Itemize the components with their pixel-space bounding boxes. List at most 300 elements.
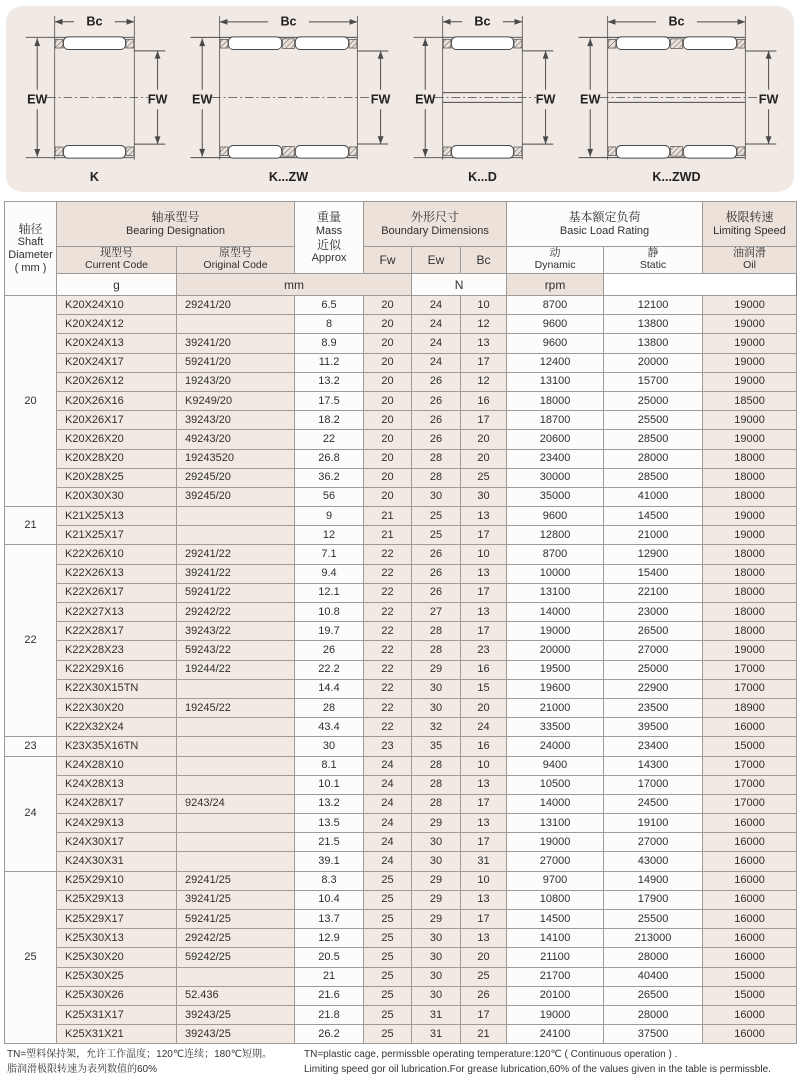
bearing-diagram-kzw	[177, 8, 400, 187]
mass-cell: 22.2	[295, 660, 364, 679]
current-code-cell: K24X29X13	[57, 814, 177, 833]
fw-cell: 20	[364, 334, 412, 353]
oil-speed-cell: 19000	[703, 296, 797, 315]
fw-cell: 25	[364, 1025, 412, 1044]
current-code-cell: K22X28X17	[57, 622, 177, 641]
fw-cell: 20	[364, 315, 412, 334]
table-row	[5, 890, 797, 909]
original-code-cell: 59241/20	[177, 353, 295, 372]
original-code-cell	[177, 967, 295, 986]
original-code-cell: 49243/20	[177, 430, 295, 449]
mass-cell: 18.2	[295, 411, 364, 430]
bc-cell: 13	[461, 507, 507, 526]
bearing-diagram-kzwd	[565, 8, 788, 187]
table-row	[5, 756, 797, 775]
table-row	[5, 430, 797, 449]
fw-cell: 22	[364, 564, 412, 583]
dynamic-load-cell: 21700	[507, 967, 604, 986]
shaft-header-en1: Shaft	[17, 236, 44, 249]
ew-cell: 30	[412, 929, 461, 948]
dynamic-load-cell: 21000	[507, 698, 604, 717]
original-code-cell	[177, 756, 295, 775]
table-row	[5, 449, 797, 468]
table-row	[5, 1025, 797, 1044]
bearing-cross-section-kd	[400, 8, 565, 187]
oil-speed-cell: 18000	[703, 603, 797, 622]
current-code-cell: K22X26X17	[57, 583, 177, 602]
ew-cell: 30	[412, 967, 461, 986]
static-load-cell: 25500	[604, 910, 703, 929]
fw-cell: 20	[364, 468, 412, 487]
col-header-mass	[295, 202, 364, 274]
shaft-diameter-cell: 22	[5, 545, 57, 737]
ew-cell: 29	[412, 910, 461, 929]
current-code-cell: K25X30X13	[57, 929, 177, 948]
static-load-cell: 22900	[604, 679, 703, 698]
table-row	[5, 603, 797, 622]
dim-label-ew: EW	[192, 92, 213, 107]
ew-cell: 26	[412, 564, 461, 583]
bc-cell: 17	[461, 1005, 507, 1024]
bc-cell: 17	[461, 583, 507, 602]
bc-cell: 20	[461, 698, 507, 717]
oil-header-cn: 油润滑	[733, 247, 767, 260]
oil-speed-cell: 18500	[703, 391, 797, 410]
mass-cell: 19.7	[295, 622, 364, 641]
current-code-cell: K22X30X20	[57, 698, 177, 717]
original-code-cell	[177, 507, 295, 526]
ew-cell: 30	[412, 986, 461, 1005]
static-load-cell: 26500	[604, 986, 703, 1005]
oil-speed-cell: 16000	[703, 1005, 797, 1024]
bearing-spec-table	[4, 201, 797, 1044]
static-load-cell: 28000	[604, 1005, 703, 1024]
dynamic-load-cell: 13100	[507, 814, 604, 833]
fw-cell: 20	[364, 449, 412, 468]
table-row	[5, 315, 797, 334]
table-row	[5, 487, 797, 506]
col-header-static	[604, 247, 703, 274]
oil-speed-cell: 18000	[703, 564, 797, 583]
original-code-cell	[177, 833, 295, 852]
fw-cell: 24	[364, 814, 412, 833]
static-load-cell: 13800	[604, 315, 703, 334]
shaft-diameter-cell: 20	[5, 296, 57, 507]
static-load-cell: 20000	[604, 353, 703, 372]
shaft-header-cn: 轴径	[18, 221, 43, 236]
bc-cell: 17	[461, 910, 507, 929]
bc-cell: 17	[461, 794, 507, 813]
table-row	[5, 794, 797, 813]
fw-cell: 22	[364, 718, 412, 737]
original-code-cell	[177, 775, 295, 794]
bc-cell: 25	[461, 967, 507, 986]
shaft-diameter-cell: 23	[5, 737, 57, 756]
mass-cell: 13.2	[295, 372, 364, 391]
original-code-cell: 19244/22	[177, 660, 295, 679]
fw-cell: 22	[364, 583, 412, 602]
table-row	[5, 986, 797, 1005]
fw-cell: 21	[364, 526, 412, 545]
original-code-cell: 29241/22	[177, 545, 295, 564]
mass-cell: 7.1	[295, 545, 364, 564]
dynamic-load-cell: 9600	[507, 507, 604, 526]
current-code-header-en: Current Code	[84, 259, 149, 271]
oil-speed-cell: 15000	[703, 967, 797, 986]
current-code-cell: K20X30X30	[57, 487, 177, 506]
current-code-cell: K24X30X17	[57, 833, 177, 852]
original-code-cell	[177, 718, 295, 737]
static-load-cell: 26500	[604, 622, 703, 641]
original-code-cell	[177, 315, 295, 334]
oil-speed-cell: 19000	[703, 641, 797, 660]
ew-cell: 26	[412, 545, 461, 564]
mass-cell: 22	[295, 430, 364, 449]
oil-speed-cell: 16000	[703, 1025, 797, 1044]
fw-cell: 25	[364, 929, 412, 948]
mass-cell: 8	[295, 315, 364, 334]
mass-cell: 21.5	[295, 833, 364, 852]
current-code-cell: K22X27X13	[57, 603, 177, 622]
static-load-cell: 15700	[604, 372, 703, 391]
ew-cell: 26	[412, 430, 461, 449]
current-code-cell: K20X28X25	[57, 468, 177, 487]
table-row	[5, 871, 797, 890]
oil-speed-cell: 18900	[703, 698, 797, 717]
dynamic-load-cell: 35000	[507, 487, 604, 506]
dynamic-load-cell: 20100	[507, 986, 604, 1005]
dim-label-fw: FW	[535, 92, 556, 107]
current-code-cell: K22X30X15TN	[57, 679, 177, 698]
dynamic-load-cell: 14100	[507, 929, 604, 948]
original-code-header-cn: 原型号	[219, 247, 252, 260]
oil-speed-cell: 19000	[703, 334, 797, 353]
static-load-cell: 22100	[604, 583, 703, 602]
dynamic-load-cell: 9700	[507, 871, 604, 890]
original-code-cell: 39243/25	[177, 1025, 295, 1044]
footnote-en-line2: Limiting speed gor oil lubrication.For grease lubrication,60% of the values given in the table is permissble.	[304, 1063, 771, 1075]
footnote-cn-line2: 脂润滑极限转速为表列数值的60%	[7, 1063, 158, 1075]
mass-header-cn2: 近似	[317, 237, 342, 252]
ew-cell: 31	[412, 1005, 461, 1024]
bc-cell: 17	[461, 526, 507, 545]
dim-label-bc: Bc	[86, 14, 103, 29]
dynamic-load-cell: 19000	[507, 1005, 604, 1024]
dynamic-load-cell: 20600	[507, 430, 604, 449]
current-code-cell: K23X35X16TN	[57, 737, 177, 756]
col-header-ew: Ew	[412, 247, 461, 274]
static-load-cell: 25000	[604, 660, 703, 679]
mass-cell: 8.3	[295, 871, 364, 890]
unit-load-n: N	[412, 274, 507, 296]
static-load-cell: 14300	[604, 756, 703, 775]
current-code-cell: K24X28X10	[57, 756, 177, 775]
current-code-header-cn: 现型号	[100, 247, 133, 260]
original-code-cell: 39243/22	[177, 622, 295, 641]
static-load-cell: 23500	[604, 698, 703, 717]
current-code-cell: K25X29X17	[57, 910, 177, 929]
speed-header-cn: 极限转速	[725, 210, 774, 225]
oil-speed-cell: 17000	[703, 679, 797, 698]
table-row	[5, 583, 797, 602]
shaft-header-en2: Diameter	[8, 249, 53, 262]
bc-cell: 13	[461, 814, 507, 833]
current-code-cell: K25X29X10	[57, 871, 177, 890]
fw-cell: 20	[364, 372, 412, 391]
dynamic-load-cell: 9600	[507, 315, 604, 334]
static-load-cell: 13800	[604, 334, 703, 353]
static-load-cell: 12100	[604, 296, 703, 315]
ew-cell: 26	[412, 372, 461, 391]
ew-cell: 30	[412, 852, 461, 871]
col-header-fw: Fw	[364, 247, 412, 274]
diagram-caption-kzwd: K...ZWD	[652, 169, 701, 184]
static-load-cell: 21000	[604, 526, 703, 545]
oil-header-en: Oil	[743, 259, 756, 271]
mass-header-cn: 重量	[317, 210, 342, 225]
col-header-basic-load-rating	[507, 202, 703, 247]
fw-cell: 20	[364, 411, 412, 430]
original-code-cell: 52.436	[177, 986, 295, 1005]
current-code-cell: K22X29X16	[57, 660, 177, 679]
bc-cell: 20	[461, 449, 507, 468]
bc-cell: 17	[461, 411, 507, 430]
oil-speed-cell: 17000	[703, 794, 797, 813]
table-row	[5, 718, 797, 737]
static-load-cell: 41000	[604, 487, 703, 506]
dynamic-load-cell: 20000	[507, 641, 604, 660]
table-row	[5, 852, 797, 871]
fw-cell: 20	[364, 391, 412, 410]
fw-cell: 25	[364, 890, 412, 909]
table-row	[5, 545, 797, 564]
oil-speed-cell: 16000	[703, 852, 797, 871]
shaft-diameter-cell: 24	[5, 756, 57, 871]
ew-cell: 28	[412, 641, 461, 660]
ew-cell: 29	[412, 814, 461, 833]
dynamic-load-cell: 19000	[507, 833, 604, 852]
table-row	[5, 564, 797, 583]
dynamic-load-cell: 10000	[507, 564, 604, 583]
original-code-cell	[177, 737, 295, 756]
ew-cell: 32	[412, 718, 461, 737]
original-code-cell	[177, 814, 295, 833]
mass-cell: 10.4	[295, 890, 364, 909]
dynamic-load-cell: 14500	[507, 910, 604, 929]
static-load-cell: 27000	[604, 833, 703, 852]
mass-cell: 13.7	[295, 910, 364, 929]
dynamic-load-cell: 10800	[507, 890, 604, 909]
original-code-header-en: Original Code	[203, 259, 268, 271]
col-header-original-code	[177, 247, 295, 274]
unit-speed-rpm: rpm	[507, 274, 604, 296]
original-code-cell: 29242/25	[177, 929, 295, 948]
dynamic-load-cell: 14000	[507, 603, 604, 622]
col-header-shaft-diameter	[5, 202, 57, 296]
table-row	[5, 679, 797, 698]
bc-cell: 10	[461, 871, 507, 890]
static-load-cell: 40400	[604, 967, 703, 986]
dim-label-fw: FW	[758, 92, 779, 107]
mass-cell: 21.8	[295, 1005, 364, 1024]
bc-cell: 16	[461, 391, 507, 410]
mass-cell: 9	[295, 507, 364, 526]
oil-speed-cell: 16000	[703, 814, 797, 833]
ew-cell: 28	[412, 756, 461, 775]
oil-speed-cell: 18000	[703, 622, 797, 641]
mass-cell: 10.8	[295, 603, 364, 622]
fw-cell: 25	[364, 910, 412, 929]
bc-cell: 16	[461, 660, 507, 679]
current-code-cell: K25X30X25	[57, 967, 177, 986]
table-row	[5, 622, 797, 641]
fw-cell: 23	[364, 737, 412, 756]
fw-cell: 25	[364, 967, 412, 986]
table-row	[5, 737, 797, 756]
mass-cell: 28	[295, 698, 364, 717]
original-code-cell: 29241/25	[177, 871, 295, 890]
mass-cell: 12.9	[295, 929, 364, 948]
dynamic-load-cell: 30000	[507, 468, 604, 487]
dynamic-load-cell: 24000	[507, 737, 604, 756]
current-code-cell: K20X28X20	[57, 449, 177, 468]
oil-speed-cell: 18000	[703, 545, 797, 564]
fw-cell: 20	[364, 296, 412, 315]
fw-cell: 24	[364, 852, 412, 871]
unit-mass-g: g	[57, 274, 177, 296]
fw-cell: 22	[364, 698, 412, 717]
table-row	[5, 526, 797, 545]
ew-cell: 28	[412, 775, 461, 794]
current-code-cell: K24X30X31	[57, 852, 177, 871]
dynamic-load-cell: 13100	[507, 372, 604, 391]
bc-cell: 25	[461, 468, 507, 487]
oil-speed-cell: 19000	[703, 315, 797, 334]
dynamic-load-cell: 18000	[507, 391, 604, 410]
current-code-cell: K20X24X13	[57, 334, 177, 353]
shaft-diameter-cell: 25	[5, 871, 57, 1044]
current-code-cell: K24X28X13	[57, 775, 177, 794]
ew-cell: 24	[412, 296, 461, 315]
ew-cell: 29	[412, 890, 461, 909]
table-row	[5, 468, 797, 487]
bc-cell: 17	[461, 622, 507, 641]
fw-cell: 24	[364, 775, 412, 794]
ew-cell: 27	[412, 603, 461, 622]
bc-cell: 12	[461, 372, 507, 391]
current-code-cell: K25X30X20	[57, 948, 177, 967]
oil-speed-cell: 18000	[703, 487, 797, 506]
ew-cell: 30	[412, 833, 461, 852]
oil-speed-cell: 19000	[703, 507, 797, 526]
bc-cell: 30	[461, 487, 507, 506]
static-load-cell: 28000	[604, 948, 703, 967]
fw-cell: 25	[364, 871, 412, 890]
fw-cell: 24	[364, 833, 412, 852]
dim-label-ew: EW	[415, 92, 436, 107]
table-row	[5, 507, 797, 526]
bc-cell: 13	[461, 890, 507, 909]
original-code-cell: 29242/22	[177, 603, 295, 622]
bc-cell: 13	[461, 334, 507, 353]
oil-speed-cell: 16000	[703, 871, 797, 890]
current-code-cell: K20X24X17	[57, 353, 177, 372]
ew-cell: 26	[412, 583, 461, 602]
static-load-cell: 14500	[604, 507, 703, 526]
table-row	[5, 929, 797, 948]
static-load-cell: 23400	[604, 737, 703, 756]
fw-cell: 25	[364, 986, 412, 1005]
bc-cell: 26	[461, 986, 507, 1005]
original-code-cell: 59241/25	[177, 910, 295, 929]
table-row	[5, 296, 797, 315]
current-code-cell: K25X31X17	[57, 1005, 177, 1024]
bc-cell: 31	[461, 852, 507, 871]
mass-cell: 56	[295, 487, 364, 506]
footnotes	[7, 1048, 793, 1077]
dynamic-load-cell: 14000	[507, 794, 604, 813]
original-code-cell	[177, 852, 295, 871]
bc-cell: 21	[461, 1025, 507, 1044]
load-header-cn: 基本额定负荷	[568, 210, 641, 225]
shaft-diameter-cell: 21	[5, 507, 57, 545]
ew-cell: 26	[412, 411, 461, 430]
bc-cell: 12	[461, 315, 507, 334]
oil-speed-cell: 19000	[703, 526, 797, 545]
bearing-diagram-kd	[400, 8, 565, 187]
mass-cell: 30	[295, 737, 364, 756]
footnote-en-line1: TN=plastic cage, permissble operating temperature:120℃ ( Continuous operation ) .	[304, 1049, 678, 1061]
fw-cell: 22	[364, 641, 412, 660]
fw-cell: 22	[364, 622, 412, 641]
col-header-bc: Bc	[461, 247, 507, 274]
static-load-cell: 17900	[604, 890, 703, 909]
dim-label-fw: FW	[370, 92, 391, 107]
dim-label-ew: EW	[27, 92, 48, 107]
mass-cell: 13.2	[295, 794, 364, 813]
static-header-en: Static	[639, 259, 667, 271]
oil-speed-cell: 16000	[703, 948, 797, 967]
mass-cell: 21	[295, 967, 364, 986]
ew-cell: 28	[412, 622, 461, 641]
ew-cell: 35	[412, 737, 461, 756]
mass-cell: 8.9	[295, 334, 364, 353]
ew-cell: 31	[412, 1025, 461, 1044]
dim-label-bc: Bc	[668, 14, 685, 29]
dynamic-load-cell: 13100	[507, 583, 604, 602]
bc-cell: 13	[461, 564, 507, 583]
fw-cell: 22	[364, 679, 412, 698]
col-header-limiting-speed	[703, 202, 797, 247]
mass-cell: 26.8	[295, 449, 364, 468]
bearing-diagram-k	[12, 8, 177, 187]
bearing-cross-section-k	[12, 8, 177, 187]
bc-cell: 17	[461, 353, 507, 372]
oil-speed-cell: 18000	[703, 583, 797, 602]
current-code-cell: K20X26X17	[57, 411, 177, 430]
dim-label-ew: EW	[580, 92, 601, 107]
current-code-cell: K25X30X26	[57, 986, 177, 1005]
table-row	[5, 641, 797, 660]
original-code-cell: 39241/20	[177, 334, 295, 353]
current-code-cell: K22X32X24	[57, 718, 177, 737]
oil-speed-cell: 16000	[703, 833, 797, 852]
ew-cell: 26	[412, 391, 461, 410]
col-header-bearing-designation	[57, 202, 295, 247]
dynamic-load-cell: 12800	[507, 526, 604, 545]
ew-cell: 30	[412, 487, 461, 506]
mass-cell: 11.2	[295, 353, 364, 372]
